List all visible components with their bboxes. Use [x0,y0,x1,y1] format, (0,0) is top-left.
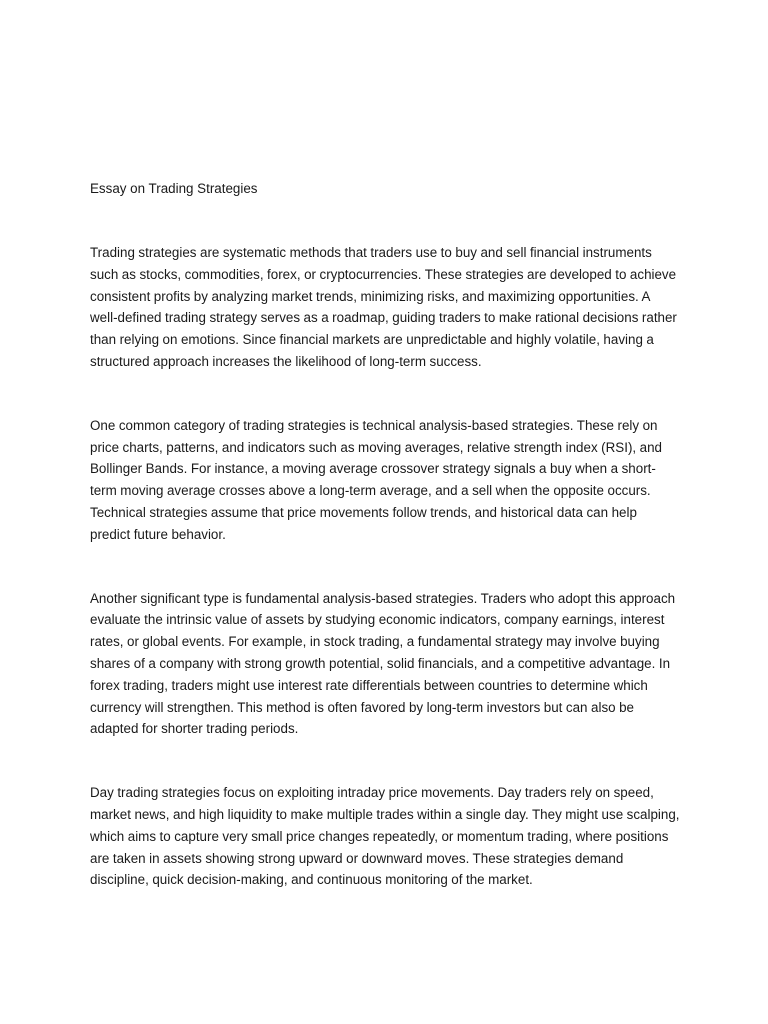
document-page [90,178,680,891]
paragraph-intro: Trading strategies are systematic methods that traders use to buy and sell financial instruments such as stocks, commodities, forex, or cryptocurrencies. These strategies are developed to achieve consistent profits by analyzing market trends, minimizing risks, and maximizing opportunities. A well-defined trading strategy serves as a roadmap, guiding traders to make rational decisions rather than relying on emotions. Since financial markets are unpredictable and highly volatile, having a structured approach increases the likelihood of long-term success. [90,245,677,369]
paragraph-technical-analysis: One common category of trading strategies is technical analysis-based strategies. These rely on price charts, patterns, and indicators such as moving averages, relative strength index (RSI), and Bollinger Bands. For instance, a moving average crossover strategy signals a buy when a short-term moving average crosses above a long-term average, and a sell when the opposite occurs. Technical strategies assume that price movements follow trends, and historical data can help predict future behavior. [90,417,662,542]
paragraph-fundamental-analysis: Another significant type is fundamental analysis-based strategies. Traders who adopt this approach evaluate the intrinsic value of assets by studying economic indicators, company earnings, interest rates, or global events. For example, in stock trading, a fundamental strategy may involve buying shares of a company with strong growth potential, solid financials, and a competitive advantage. In forex trading, traders might use interest rate differentials between countries to determine which currency will strengthen. This method is often favored by long-term investors but can also be adapted for shorter trading periods. [90,590,676,737]
document-title: Essay on Trading Strategies [90,181,258,196]
paragraph-day-trading: Day trading strategies focus on exploiting intraday price movements. Day traders rely on speed, market news, and high liquidity to make multiple trades within a single day. They might use scalping, which aims to capture very small price changes repeatedly, or momentum trading, where positions are taken in assets showing strong upward or downward moves. These strategies demand discipline, quick decision-making, and continuous monitoring of the market. [90,785,680,888]
